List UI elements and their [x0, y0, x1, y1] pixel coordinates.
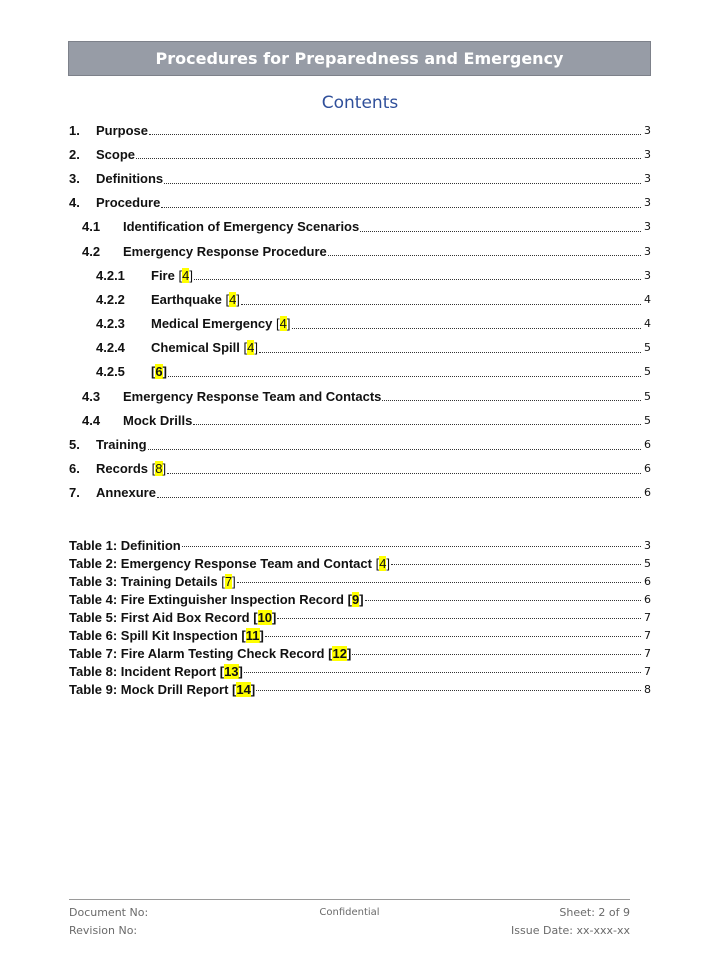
bracket-open: [ [241, 627, 246, 643]
bracket-close: ] [238, 663, 243, 679]
toc-entry-page: 3 [644, 171, 651, 185]
toc-entry-title-wrap [123, 244, 327, 259]
table-entry-title-wrap [69, 556, 390, 571]
dot-leader [259, 351, 641, 353]
dot-leader [241, 303, 641, 305]
dot-leader [182, 545, 641, 547]
bracket-close: ] [189, 267, 193, 283]
toc-entry[interactable] [69, 384, 651, 408]
toc-entry-title: Earthquake [151, 291, 222, 307]
toc-entry-number: 1. [69, 122, 80, 138]
toc-entry-page: 6 [644, 438, 651, 452]
toc-entry-number: 6. [69, 461, 80, 477]
dot-leader [265, 635, 641, 637]
toc-entry-page: 5 [644, 389, 651, 403]
toc-entry-title: Identification of Emergency Scenarios [123, 219, 360, 235]
toc-entry-number: 4.4 [82, 412, 101, 428]
bracket-open: [ [243, 340, 248, 356]
dot-leader [168, 375, 641, 377]
reference-marker [328, 646, 351, 661]
toc-entry-title: Purpose [96, 122, 149, 138]
toc-entry-title-wrap [96, 461, 166, 476]
table-entry-page: 3 [644, 538, 651, 552]
table-entry-page: 6 [644, 574, 651, 588]
toc-entry-page: 3 [644, 147, 651, 161]
reference-marker [348, 592, 364, 607]
reference-marker [244, 340, 258, 355]
toc-entry[interactable] [69, 263, 651, 287]
toc-entry-number: 4.2.2 [96, 291, 125, 307]
toc-entry[interactable] [69, 239, 651, 263]
bracket-open: [ [253, 609, 258, 625]
toc-entry-number: 5. [69, 437, 80, 453]
toc-entry-title: Definitions [96, 170, 164, 186]
dot-leader [292, 327, 642, 329]
table-entry-page: 7 [644, 610, 651, 624]
reference-marker [152, 461, 166, 476]
dot-leader [157, 496, 641, 498]
toc-entry-number: 4.2.3 [96, 316, 125, 332]
reference-marker [221, 574, 235, 589]
table-entry-page: 8 [644, 682, 651, 696]
table-entry-page: 7 [644, 646, 651, 660]
reference-marker [151, 364, 167, 379]
reference-number: 14 [236, 681, 251, 697]
toc-entry-title: Medical Emergency [151, 316, 273, 332]
reference-number: 9 [351, 591, 360, 607]
dot-leader [237, 581, 641, 583]
reference-marker [178, 268, 192, 283]
bracket-close: ] [162, 461, 167, 477]
reference-number: 4 [279, 316, 287, 332]
reference-number: 12 [332, 645, 347, 661]
toc-entry-page: 4 [644, 317, 651, 331]
dot-leader [328, 254, 641, 256]
toc-entry-page: 6 [644, 462, 651, 476]
dot-leader [277, 617, 641, 619]
bracket-open: [ [328, 645, 333, 661]
table-of-contents [69, 118, 651, 505]
table-entry-label: Table 1: Definition [69, 537, 181, 553]
table-entry-label: Table 3: Training Details [69, 573, 218, 589]
dot-leader [161, 206, 641, 208]
table-entry[interactable] [69, 608, 651, 626]
reference-marker [220, 664, 243, 679]
toc-entry-number: 4. [69, 195, 80, 211]
toc-entry-title: Mock Drills [123, 412, 193, 428]
bracket-close: ] [386, 555, 391, 571]
toc-entry[interactable] [69, 142, 651, 166]
toc-entry[interactable] [69, 312, 651, 336]
toc-entry[interactable] [69, 457, 651, 481]
list-of-tables [69, 536, 651, 698]
toc-entry-number: 4.2.4 [96, 340, 125, 356]
toc-entry-page: 3 [644, 196, 651, 210]
toc-entry-title-wrap [151, 340, 258, 355]
bracket-open: [ [375, 555, 380, 571]
toc-entry-title: Scope [96, 146, 136, 162]
table-entry-label: Table 9: Mock Drill Report [69, 681, 229, 697]
toc-entry-title-wrap [96, 171, 163, 186]
table-entry-page: 5 [644, 556, 651, 570]
toc-entry-title-wrap [96, 123, 148, 138]
toc-entry-page: 3 [644, 244, 651, 258]
toc-entry-number: 3. [69, 170, 80, 186]
bracket-open: [ [347, 591, 352, 607]
toc-entry-title: Fire [151, 267, 175, 283]
bracket-close: ] [272, 609, 277, 625]
table-entry[interactable] [69, 680, 651, 698]
reference-marker [276, 316, 290, 331]
reference-marker [253, 610, 276, 625]
table-entry-label: Table 5: First Aid Box Record [69, 609, 250, 625]
reference-marker [232, 682, 255, 697]
dot-leader [352, 653, 641, 655]
contents-heading: Contents [321, 93, 399, 113]
toc-entry-title-wrap [151, 364, 167, 379]
bracket-open: [ [178, 267, 183, 283]
toc-entry-title-wrap [123, 413, 192, 428]
toc-entry[interactable] [69, 481, 651, 505]
table-entry[interactable] [69, 626, 651, 644]
reference-number: 10 [257, 609, 273, 625]
footer-issue-date: Issue Date: xx-xxx-xx [511, 923, 630, 937]
table-entry[interactable] [69, 536, 651, 554]
toc-entry-page: 3 [644, 268, 651, 282]
table-entry[interactable] [69, 590, 651, 608]
toc-entry-title-wrap [96, 437, 147, 452]
bracket-close: ] [286, 316, 291, 332]
reference-number: 4 [229, 291, 237, 307]
toc-entry[interactable] [69, 360, 651, 384]
toc-entry-title: Emergency Response Team and Contacts [123, 388, 382, 404]
toc-entry[interactable] [69, 287, 651, 311]
toc-entry-title-wrap [123, 219, 359, 234]
footer-sheet: Sheet: 2 of 9 [559, 905, 630, 919]
bracket-open: [ [151, 364, 156, 380]
toc-entry[interactable] [69, 215, 651, 239]
footer-document-no: Document No: [69, 905, 149, 919]
toc-entry-title-wrap [96, 195, 160, 210]
toc-entry-page: 5 [644, 341, 651, 355]
dot-leader [164, 182, 641, 184]
bracket-close: ] [359, 591, 364, 607]
toc-entry-number: 4.2.5 [96, 364, 125, 380]
table-entry-title-wrap [69, 592, 364, 607]
toc-entry-title-wrap [151, 292, 240, 307]
dot-leader [365, 599, 641, 601]
bracket-open: [ [151, 461, 156, 477]
bracket-open: [ [225, 291, 230, 307]
table-entry-title-wrap [69, 646, 351, 661]
dot-leader [148, 448, 641, 450]
reference-marker [376, 556, 390, 571]
toc-entry-number: 4.1 [82, 219, 101, 235]
toc-entry-number: 4.3 [82, 388, 101, 404]
reference-number: 4 [379, 555, 387, 571]
reference-number: 8 [155, 461, 163, 477]
dot-leader [193, 423, 641, 425]
bracket-close: ] [346, 645, 352, 661]
toc-entry[interactable] [69, 432, 651, 456]
table-entry-title-wrap [69, 664, 243, 679]
bracket-open: [ [219, 663, 225, 679]
toc-entry-title: Procedure [96, 195, 161, 211]
table-entry-page: 7 [644, 628, 651, 642]
table-entry-title-wrap [69, 682, 255, 697]
dot-leader [256, 689, 641, 691]
toc-entry-title: Annexure [96, 485, 156, 501]
reference-marker [225, 292, 239, 307]
bracket-close: ] [162, 364, 167, 380]
page-footer [69, 903, 630, 939]
toc-entry-title-wrap [96, 147, 135, 162]
dot-leader [382, 399, 641, 401]
toc-entry[interactable] [69, 191, 651, 215]
toc-entry[interactable] [69, 166, 651, 190]
dot-leader [194, 278, 641, 280]
bracket-close: ] [232, 573, 236, 589]
table-entry-title-wrap [69, 574, 236, 589]
reference-number: 4 [182, 267, 190, 283]
table-entry-page: 7 [644, 664, 651, 678]
toc-entry-title-wrap [96, 485, 156, 500]
toc-entry[interactable] [69, 336, 651, 360]
document-header-bar [68, 41, 651, 76]
toc-entry-page: 3 [644, 220, 651, 234]
toc-entry-page: 4 [644, 292, 651, 306]
reference-number: 6 [155, 364, 163, 380]
footer-divider [69, 899, 630, 900]
table-entry[interactable] [69, 662, 651, 680]
table-entry-label: Table 6: Spill Kit Inspection [69, 627, 238, 643]
reference-number: 4 [247, 340, 255, 356]
toc-entry-number: 7. [69, 485, 80, 501]
toc-entry-page: 5 [644, 413, 651, 427]
bracket-open: [ [221, 573, 225, 589]
table-entry[interactable] [69, 554, 651, 572]
toc-entry[interactable] [69, 118, 651, 142]
bracket-open: [ [276, 316, 280, 332]
reference-number: 13 [224, 663, 239, 679]
table-entry-label: Table 4: Fire Extinguisher Inspection Record [69, 591, 344, 607]
reference-number: 7 [224, 573, 233, 589]
table-entry-title-wrap [69, 610, 276, 625]
toc-entry-page: 3 [644, 123, 651, 137]
table-entry-label: Table 8: Incident Report [69, 663, 217, 679]
toc-entry-title-wrap [123, 389, 381, 404]
bracket-close: ] [236, 291, 240, 307]
toc-entry[interactable] [69, 408, 651, 432]
toc-entry-title-wrap [151, 268, 193, 283]
toc-entry-number: 4.2.1 [96, 267, 125, 283]
toc-entry-title: Training [96, 437, 147, 453]
dot-leader [136, 157, 641, 159]
table-entry-page: 6 [644, 592, 651, 606]
footer-revision-no: Revision No: [69, 923, 138, 937]
toc-entry-page: 6 [644, 486, 651, 500]
toc-entry-title: Emergency Response Procedure [123, 243, 327, 259]
table-entry[interactable] [69, 572, 651, 590]
dot-leader [149, 133, 641, 135]
footer-classification: Confidential [319, 906, 380, 918]
dot-leader [391, 563, 641, 565]
table-entry-label: Table 2: Emergency Response Team and Contact [69, 555, 372, 571]
bracket-close: ] [250, 681, 256, 697]
reference-number: 11 [245, 627, 260, 643]
bracket-close: ] [254, 340, 258, 356]
toc-entry-number: 2. [69, 146, 80, 162]
toc-entry-title: Chemical Spill [151, 340, 240, 356]
toc-entry-title: Records [96, 461, 149, 477]
dot-leader [244, 671, 641, 673]
reference-marker [241, 628, 263, 643]
table-entry-label: Table 7: Fire Alarm Testing Check Record [69, 645, 325, 661]
document-title: Procedures for Preparedness and Emergency [155, 49, 564, 68]
table-entry-title-wrap [69, 628, 264, 643]
table-entry[interactable] [69, 644, 651, 662]
toc-entry-page: 5 [644, 365, 651, 379]
toc-entry-number: 4.2 [82, 243, 101, 259]
bracket-open: [ [232, 681, 237, 697]
table-entry-title-wrap [69, 538, 181, 553]
bracket-close: ] [259, 627, 264, 643]
dot-leader [167, 472, 641, 474]
toc-entry-title-wrap [151, 316, 291, 331]
dot-leader [360, 230, 641, 232]
